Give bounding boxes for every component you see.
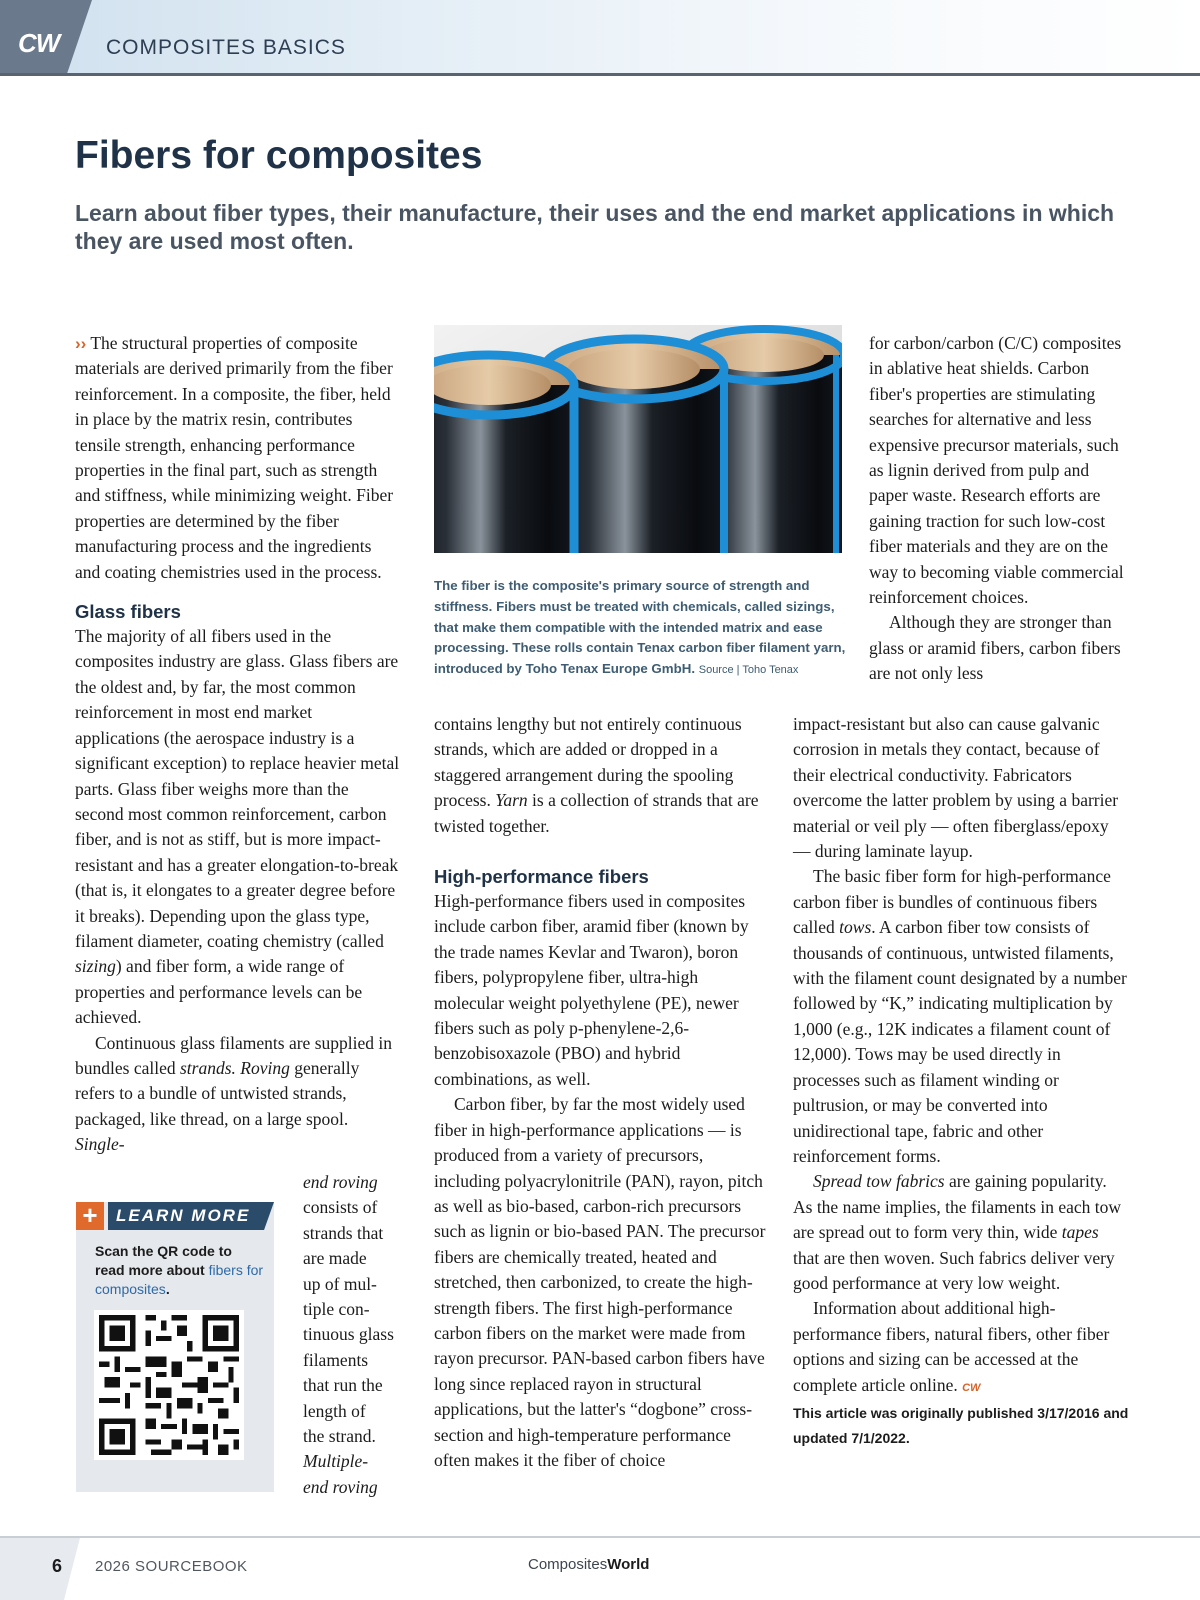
learn-more-box — [76, 1202, 274, 1492]
narrow-line: that run the — [303, 1375, 383, 1396]
article-subtitle: Learn about fiber types, their manufacture, their uses and the end market applications in which they are used most often. — [75, 200, 1115, 254]
article-title: Fibers for composites — [75, 134, 483, 177]
column-3 — [793, 712, 1129, 1451]
qr-code-icon[interactable] — [94, 1310, 228, 1444]
narrow-line: Multiple- — [303, 1451, 369, 1472]
c3-paragraph-3: impact-resistant but also can cause galvanic corrosion in metals they contact, because of their electrical conductivity. Fabricators overcome the latter problem by using a barrier material or veil ply — often fiberglass/epoxy — during laminate layup. — [793, 714, 1119, 862]
c3-paragraph-4: The basic fiber form for high-performance carbon fiber is bundles of continuous fibers called tows. A carbon fiber tow consists of thousands of continuous, untwisted filaments, with the filament count designated by a number followed by “K,” indicating multiplication by 1,000 (e.g., 12K indicates a filament count of 12,000). Tows may be used directly in processes such as filament winding or pultrusion, or may be converted into unidirectional tape, fabric and other reinforcement forms. — [793, 866, 1127, 1166]
image-caption: The fiber is the composite's primary source of strength and stiffness. Fibers must be treated with chemicals, called sizings, that make them compatible with the intended matrix and ease processing. These rolls contain Tenax carbon fiber filament yarn, introduced by Toho Tenax Europe GmbH. Source | Toho Tenax — [434, 578, 846, 677]
cw-logo: CW — [18, 28, 60, 58]
c3-paragraph-2: Although they are stronger than glass or aramid fibers, carbon fibers are not only less — [869, 612, 1121, 684]
publish-note: This article was originally published 3/17/2016 and updated 7/1/2022. — [793, 1404, 1129, 1446]
chevron-right-icon: ›› — [75, 334, 87, 353]
column-1-narrow — [303, 1170, 413, 1500]
publication-name: 2026 SOURCEBOOK — [95, 1558, 248, 1575]
learn-more-header — [76, 1202, 272, 1230]
narrow-line: consists of — [303, 1197, 378, 1218]
narrow-line: up of mul- — [303, 1273, 377, 1294]
learn-more-label: LEARN MORE — [116, 1206, 251, 1225]
hp-paragraph-2: Carbon fiber, by far the most widely used fiber in high-performance applications — is produced from a variety of precursors, including polyacrylonitrile (PAN), rayon, pitch as well as bio-based, carbon-rich precursors such as lignin or bio-based PAN. The precursor fibers are chemically treated, heated and stretched, then carbonized, to create the high-strength fibers. The first high-performance carbon fibers on the market were made from rayon precursor. PAN-based carbon fibers have long since replaced rayon in structural applications, but the latter's “dogbone” cross-section and high-temperature performance often makes it the fiber of choice — [434, 1094, 766, 1470]
narrow-line: end roving — [303, 1476, 378, 1497]
plus-icon: + — [76, 1202, 104, 1230]
glass-paragraph-1: The majority of all fibers used in the composites industry are glass. Glass fibers are the oldest and, by far, the most common reinforcement in most end market applications (the aerospace industry is a significant exception) to replace heavier metal parts. Glass fiber weighs more than the second most common reinforcement, carbon fiber, and is not as stiff, but is more impact-resistant and has a greater elongation-to-break (that is, it elongates to a greater degree before it breaks). Depending upon the glass type, filament diameter, coating chemistry (called sizing) and fiber form, a wide range of properties and performance levels can be achieved. — [75, 626, 400, 1028]
continuation-paragraph: contains lengthy but not entirely continuous strands, which are added or dropped in a staggered arrangement during the spooling process. Yarn is a collection of strands that are twisted together. — [434, 714, 759, 836]
end-mark: CW — [962, 1381, 981, 1394]
page-header — [0, 0, 1200, 76]
column-2 — [434, 712, 769, 1473]
page-footer — [0, 1536, 1200, 1600]
narrow-line: filaments — [303, 1349, 369, 1370]
c3-paragraph-5: Spread tow fabrics are gaining popularity. As the name implies, the filaments in each tow are spread out to form very thin, wide tapes that are then woven. Such fabrics deliver very good performance at very low weight. — [793, 1171, 1122, 1293]
glass-paragraph-2: Continuous glass filaments are supplied in bundles called strands. Roving generally refers to a bundle of untwisted strands, packaged, like thread, on a large spool. Single- — [75, 1032, 392, 1155]
footer-divider — [0, 1536, 1200, 1538]
c3-paragraph-1: for carbon/carbon (C/C) composites in ablative heat shields. Carbon fiber's properties are stimulating searches for alternative and less expensive precursor materials, such as lignin derived from pulp and paper waste. Research efforts are gaining traction for such low-cost fiber materials and they are on the way to becoming viable commercial reinforcement choices. — [869, 333, 1124, 608]
column-1 — [75, 331, 400, 1158]
narrow-line: tinuous glass — [303, 1324, 394, 1345]
narrow-line: the strand. — [303, 1426, 376, 1447]
section-title: COMPOSITES BASICS — [106, 36, 346, 59]
hp-paragraph-1: High-performance fibers used in composites include carbon fiber, aramid fiber (known by the trade names Kevlar and Twaron), boron fibers, polypropylene fiber, ultra-high molecular weight polyethylene (PE), newer fibers such as poly p-phenylene-2,6-benzobisoxazole (PBO) and hybrid combinations, as well. — [434, 891, 749, 1089]
narrow-line: length of — [303, 1400, 366, 1421]
brand-name: CompositesWorld — [528, 1556, 650, 1573]
c3-paragraph-6: Information about additional high-performance fibers, natural fibers, other fiber options and sizing can be accessed at the complete article online. CW — [793, 1298, 1110, 1395]
intro-paragraph: ›› The structural properties of composite materials are derived primarily from the fiber reinforcement. In a composite, the fiber, held in place by the matrix resin, contributes tensile strength, enhancing performance properties in the final part, such as strength and stiffness, while minimizing weight. Fiber properties are determined by the fiber manufacturing process and the ingredients and coating chemistries used in the process. — [75, 333, 394, 582]
column-3-top — [869, 331, 1131, 687]
high-performance-heading: High-performance fibers — [434, 866, 649, 888]
page-number: 6 — [52, 1556, 63, 1576]
image-source: Source | Toho Tenax — [698, 664, 799, 677]
footer-corner — [0, 1538, 80, 1600]
narrow-line: end roving — [303, 1172, 378, 1192]
learn-more-link[interactable]: fibers for composites — [95, 1262, 264, 1297]
carbon-fiber-spools-image — [434, 325, 842, 553]
narrow-line: are made — [303, 1248, 367, 1269]
narrow-line: tiple con- — [303, 1299, 370, 1320]
learn-more-text: Scan the QR code to read more about fibers for composites. — [95, 1243, 264, 1297]
glass-fibers-heading: Glass fibers — [75, 601, 181, 623]
narrow-line: strands that — [303, 1222, 384, 1243]
